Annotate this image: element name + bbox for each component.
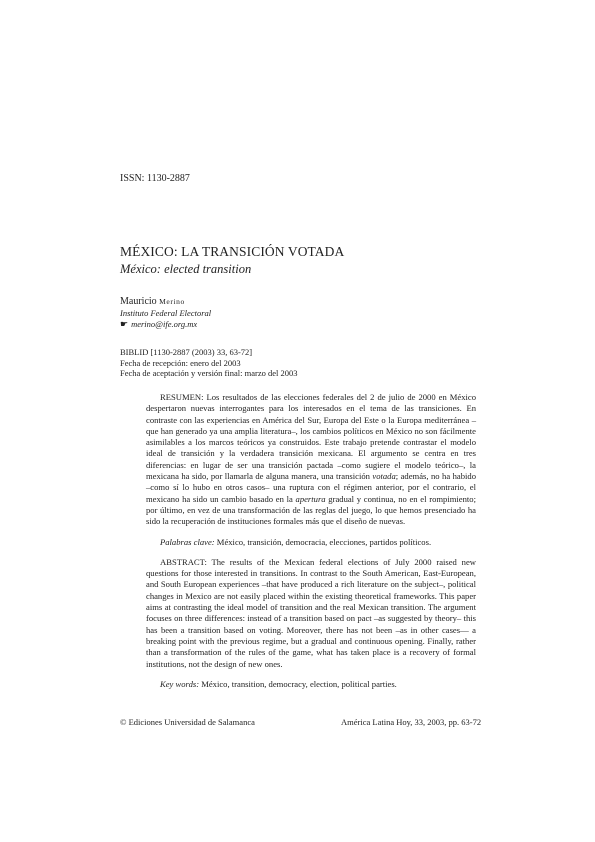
biblid-block [120, 347, 298, 379]
abstract-paragraph: ABSTRACT: The results of the Mexican federal elections of July 2000 raised new questions for those interested in transitions. In contrast to the South American, East-European, and South European experiences –that have produced a rich literature on the subject–, political changes in Mexico are not easily placed within the existing theoretical frameworks. This paper aims at contrasting the ideal model of transition and the real Mexican transition. The argument focuses on three differences: instead of a transition based on pact –as suggested by theory– this has been a transition based on voting. Moreover, there has not been –as in other cases— a breaking point with the previous regime, but a gradual and continuous opening. Finally, rather than a transformation of the rules of the game, what has taken place is a recovery of formal institutions, not the design of new ones. [146, 556, 476, 669]
article-subtitle: México: elected transition [120, 262, 252, 276]
author-last-name: Merino [159, 297, 185, 306]
author-email[interactable]: merino@ife.org.mx [131, 319, 198, 329]
date-received: Fecha de recepción: enero del 2003 [120, 357, 241, 368]
palabras-clave-text: México, transición, democracia, elecciones, partidos políticos. [214, 536, 432, 547]
footer-journal: América Latina Hoy, 33, 2003, pp. 63-72 [341, 717, 482, 727]
footer-publisher: © Ediciones Universidad de Salamanca [120, 717, 255, 727]
resumen-paragraph [146, 392, 476, 528]
palabras-clave [146, 537, 476, 548]
key-words-label: Key words: [160, 678, 200, 689]
author-email-line [120, 319, 197, 330]
resumen-emphasis-apertura: apertura [295, 493, 326, 504]
resumen-middle: ; además, no ha habido –como sí lo hubo en otros casos– una ruptura con el régimen anterior, por el contrario, el mexicano ha sido un cambio basado en la [146, 471, 476, 504]
pointing-hand-icon: ☛ [120, 319, 129, 329]
key-words [146, 679, 476, 690]
author-affiliation: Instituto Federal Electoral [120, 308, 212, 318]
resumen-emphasis-votada: votada [372, 471, 396, 482]
author-first-name: Mauricio [120, 296, 160, 307]
resumen-lead: RESUMEN: Los resultados de las elecciones federales del 2 de julio de 2000 en México despertaron nuevas interrogantes para los interesados en el tema de las transiciones. En contraste con las experiencias en América del Sur, Europa del Este o la Europa mediterránea –que han generado ya una amplia literatura–, los cambios políticos en México no son fácilmente asimilables a los marcos teóricos ya construidos. Este trabajo pretende contrastar el modelo ideal de transición y la verdadera transición mexicana. El argumento se centra en tres diferencias: en lugar de ser una transición pactada –como sugiere el modelo teórico–, la mexicana ha sido, por llamarla de alguna manera, una transición [146, 392, 476, 482]
resumen-tail: gradual y continua, no en el rompimiento; por último, en vez de una transformación de las reglas del juego, lo que hemos presenciado ha sido la recuperación de instituciones formales más que el diseño de nuevas. [146, 493, 476, 527]
biblid-ref: BIBLID [1130-2887 (2003) 33, 63-72] [120, 347, 253, 357]
author-name [120, 296, 185, 307]
palabras-clave-label: Palabras clave: [160, 536, 215, 547]
date-accepted: Fecha de aceptación y versión final: marzo del 2003 [120, 368, 298, 378]
issn: ISSN: 1130-2887 [120, 173, 190, 184]
article-title: MÉXICO: LA TRANSICIÓN VOTADA [120, 244, 345, 259]
abstract-block [146, 392, 476, 690]
key-words-text: México, transition, democracy, election, political parties. [199, 678, 397, 689]
